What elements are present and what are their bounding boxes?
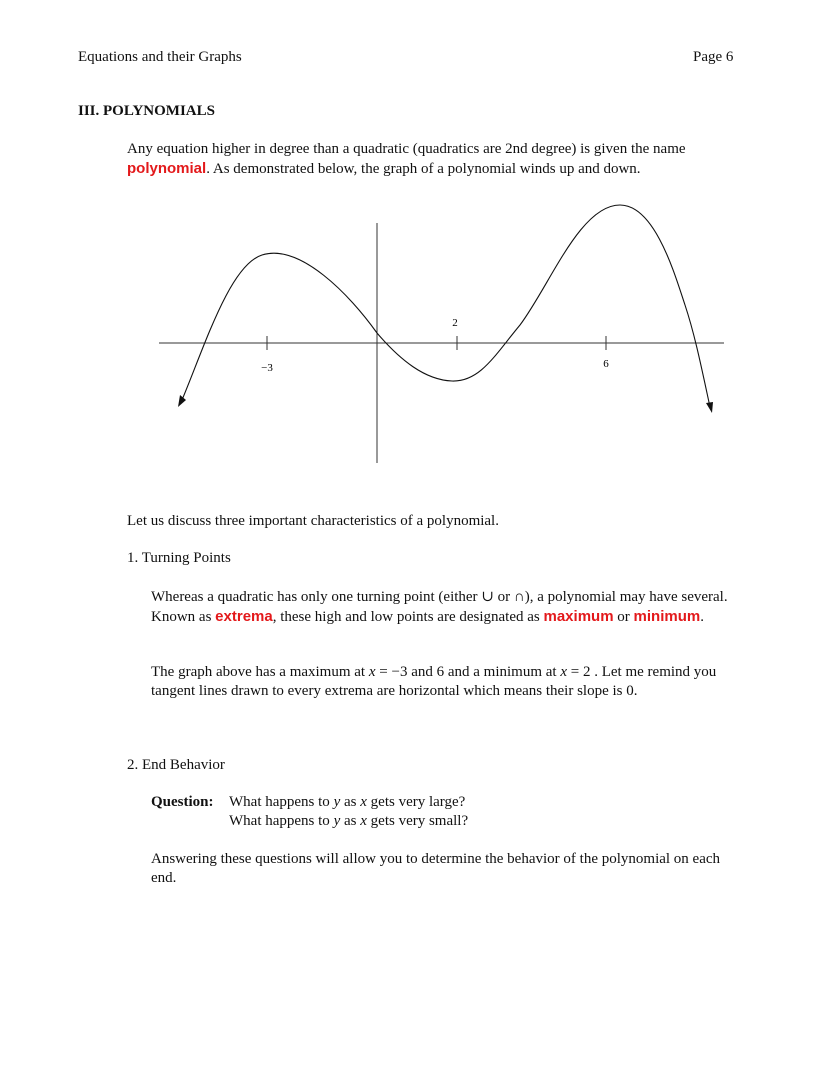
q2-text-a: What happens to	[229, 813, 334, 829]
tp-text-a: Whereas a quadratic has only one turning point (either	[151, 589, 482, 605]
tick-label-6: 6	[603, 358, 609, 370]
var-x-2: x	[560, 664, 568, 680]
end-behavior-paragraph: Answering these questions will allow you to determine the behavior of the polynomial on each end.	[151, 851, 721, 886]
tp-text-c: , these high and low points are designated as	[272, 609, 544, 625]
ex-text-a: The graph above has a maximum at	[151, 664, 369, 680]
q1-var-x: x	[360, 794, 367, 810]
question-2	[229, 813, 468, 830]
intro-text-2: . As demonstrated below, the graph of a polynomial winds up and down.	[206, 161, 641, 177]
ex-text-eq2: = 2 . Let me remind you tangent lines drawn to every extrema are horizontal which means their slope is 0.	[151, 664, 717, 699]
question-label: Question:	[151, 794, 214, 810]
term-polynomial: polynomial	[127, 160, 207, 177]
tp-text-e: .	[700, 609, 704, 625]
q1-text-b: as	[340, 794, 361, 810]
intro-text-1: Any equation higher in degree than a quadratic (quadratics are 2nd degree) is given the name	[127, 141, 686, 157]
polynomial-curve	[182, 205, 710, 407]
q2-text-b: as	[340, 813, 361, 829]
var-x-1: x	[368, 664, 376, 680]
page-number: Page 6	[693, 49, 734, 65]
left-end-arrow-icon	[178, 395, 186, 407]
q1-text-a: What happens to	[229, 794, 334, 810]
discussion-intro: Let us discuss three important characteristics of a polynomial.	[127, 513, 499, 529]
section-heading: III. POLYNOMIALS	[78, 103, 215, 119]
term-maximum: maximum	[543, 608, 614, 625]
running-header-title: Equations and their Graphs	[78, 49, 242, 65]
q2-var-y: y	[333, 813, 341, 829]
right-end-arrow-icon	[706, 402, 713, 413]
ex-text-eq1: = −3 and 6 and a minimum at	[375, 664, 561, 680]
tick-label-2: 2	[452, 317, 458, 329]
term-minimum: minimum	[633, 608, 701, 625]
cap-symbol: ∩	[513, 589, 525, 605]
polynomial-graph	[150, 195, 740, 475]
cup-symbol: ∪	[481, 589, 494, 605]
q2-text-c: gets very small?	[366, 813, 469, 829]
tp-text-b: ), a polynomial may have several. Known as	[151, 589, 728, 625]
tick-label-neg3: −3	[261, 362, 273, 374]
item-turning-points-title: 1. Turning Points	[127, 550, 231, 566]
q1-text-c: gets very large?	[366, 794, 466, 810]
term-extrema: extrema	[215, 608, 273, 625]
q1-var-y: y	[333, 794, 341, 810]
q2-var-x: x	[360, 813, 367, 829]
tp-text-d: or	[613, 609, 634, 625]
question-1	[229, 794, 465, 811]
intro-paragraph	[127, 140, 737, 179]
item-end-behavior-title: 2. End Behavior	[127, 757, 225, 773]
turning-points-paragraph	[151, 588, 741, 627]
extrema-paragraph	[151, 663, 741, 701]
tp-text-or: or	[493, 589, 514, 605]
